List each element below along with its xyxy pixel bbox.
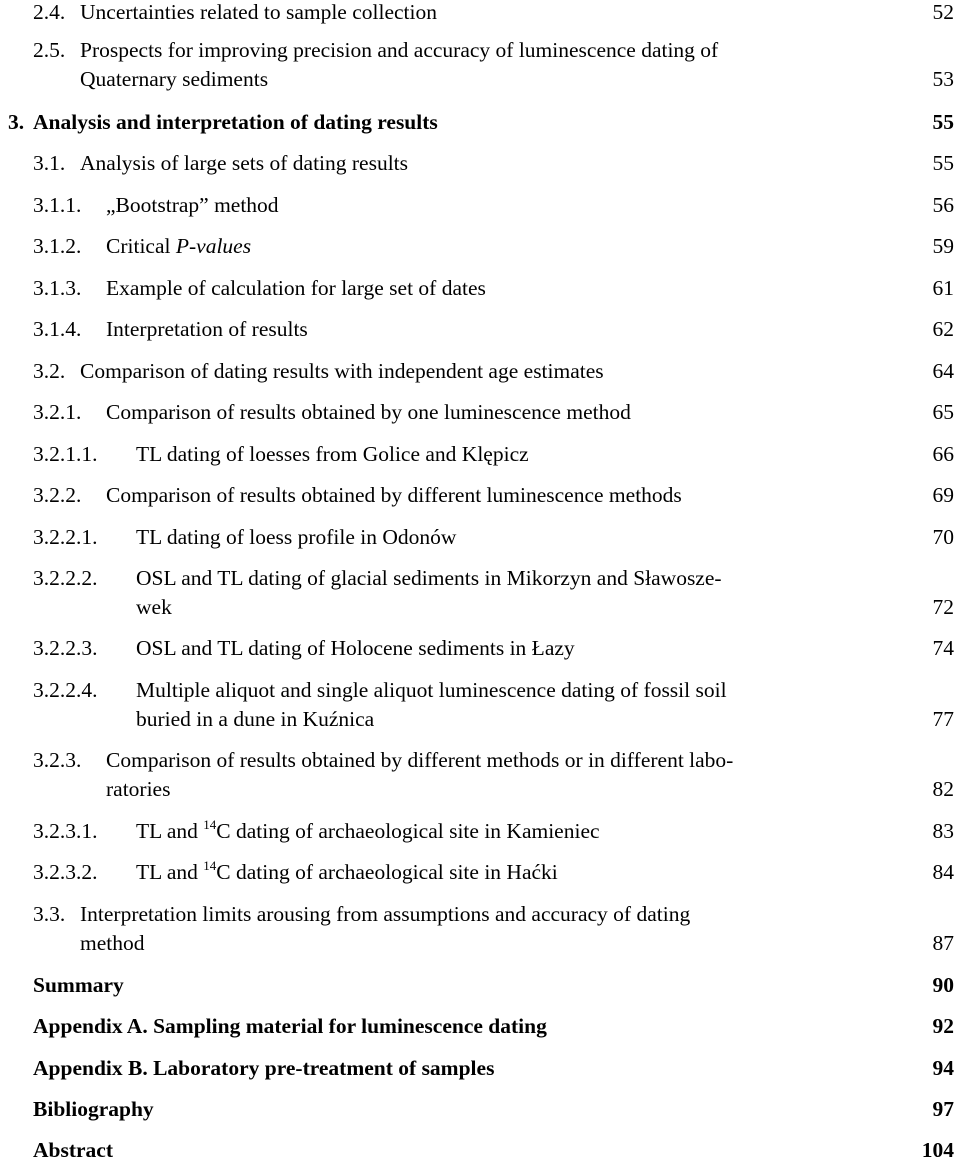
toc-entry-page: 82 (932, 777, 954, 801)
toc-entry-page: 65 (932, 400, 954, 424)
toc-entry-title: TL dating of loess profile in Odonów (136, 525, 457, 549)
toc-entry-number: 3.2.3.1. (33, 819, 98, 843)
toc-entry-title: Appendix A. Sampling material for luminescence dating (33, 1014, 547, 1038)
toc-entry-number: 3.1.4. (33, 317, 82, 341)
toc-entry-number: 3. (8, 110, 25, 134)
toc-entry-number: 3.2.1. (33, 400, 82, 424)
toc-entry-number: 3.1. (33, 151, 66, 175)
toc-entry-page: 55 (932, 110, 954, 134)
italic-term: P-values (175, 234, 252, 258)
toc-entry-page: 70 (932, 525, 954, 549)
toc-entry-title: Bibliography (33, 1097, 154, 1121)
toc-entry-page: 90 (932, 973, 954, 997)
toc-entry-number: 3.1.3. (33, 276, 82, 300)
toc-entry-page: 94 (932, 1056, 954, 1080)
toc-entry-title: Prospects for improving precision and accuracy of luminescence dating of (80, 38, 719, 62)
toc-entry-number: 3.2.3. (33, 748, 82, 772)
toc-entry-title: Abstract (33, 1138, 114, 1162)
toc-entry-page: 66 (932, 442, 954, 466)
toc-entry-page: 92 (932, 1014, 954, 1038)
toc-entry-page: 56 (932, 193, 954, 217)
toc-entry-title (136, 858, 558, 884)
toc-entry-number: 3.2.1.1. (33, 442, 98, 466)
toc-entry-number: 3.2.2.4. (33, 678, 98, 702)
toc-entry-page: 69 (932, 483, 954, 507)
toc-entry-page: 53 (932, 67, 954, 91)
toc-entry-title: TL dating of loesses from Golice and Klępicz (136, 442, 529, 466)
toc-entry-title (136, 817, 600, 843)
toc-entry-number: 2.4. (33, 0, 66, 24)
toc-entry-number: 3.2.2.3. (33, 636, 98, 660)
toc-entry-page: 104 (921, 1138, 954, 1162)
toc-entry-title: Analysis of large sets of dating results (80, 151, 409, 175)
toc-entry-page: 64 (932, 359, 954, 383)
toc-entry-page: 59 (932, 234, 954, 258)
toc-entry-page: 61 (932, 276, 954, 300)
toc-entry-title: Appendix B. Laboratory pre-treatment of samples (33, 1056, 495, 1080)
toc-entry-title: Comparison of results obtained by one luminescence method (106, 400, 631, 424)
toc-entry-page: 55 (932, 151, 954, 175)
title-text: TL and (136, 819, 204, 843)
toc-entry-title: Comparison of dating results with independent age estimates (80, 359, 604, 383)
toc-entry-title: buried in a dune in Kuźnica (136, 707, 375, 731)
toc-entry-number: 3.1.1. (33, 193, 82, 217)
toc-entry-number: 3.1.2. (33, 234, 82, 258)
toc-entry-title: Summary (33, 973, 124, 997)
toc-entry-title: Uncertainties related to sample collection (80, 0, 437, 24)
toc-entry-title: Interpretation of results (106, 317, 308, 341)
toc-entry-title: ratories (106, 777, 171, 801)
toc-entry-page: 72 (932, 595, 954, 619)
isotope-superscript: 14 (203, 817, 217, 832)
toc-entry-title: Example of calculation for large set of dates (106, 276, 486, 300)
toc-entry-page: 87 (932, 931, 954, 955)
toc-entry-page: 77 (932, 707, 954, 731)
toc-entry-title (106, 236, 251, 258)
isotope-superscript: 14 (203, 858, 217, 873)
toc-entry-page: 97 (932, 1097, 954, 1121)
title-text: C dating of archaeological site in Haćki (216, 860, 558, 884)
toc-entry-number: 2.5. (33, 38, 66, 62)
toc-entry-title: OSL and TL dating of glacial sediments in Mikorzyn and Sławosze- (136, 566, 722, 590)
toc-entry-page: 84 (932, 860, 954, 884)
toc-entry-number: 3.3. (33, 902, 66, 926)
toc-entry-number: 3.2.3.2. (33, 860, 98, 884)
toc-entry-title: OSL and TL dating of Holocene sediments in Łazy (136, 636, 575, 660)
toc-entry-title: Comparison of results obtained by different methods or in different labo- (106, 748, 734, 772)
title-text: C dating of archaeological site in Kamieniec (216, 819, 600, 843)
toc-entry-title: wek (136, 595, 172, 619)
toc-entry-number: 3.2. (33, 359, 66, 383)
toc-entry-title: method (80, 931, 145, 955)
toc-entry-title: Analysis and interpretation of dating results (33, 110, 438, 134)
toc-entry-title: „Bootstrap” method (106, 193, 279, 217)
toc-entry-number: 3.2.2. (33, 483, 82, 507)
toc-entry-title: Multiple aliquot and single aliquot luminescence dating of fossil soil (136, 678, 727, 702)
toc-entry-title: Comparison of results obtained by different luminescence methods (106, 483, 682, 507)
toc-entry-number: 3.2.2.1. (33, 525, 98, 549)
toc-entry-page: 74 (932, 636, 954, 660)
toc-entry-page: 52 (932, 0, 954, 24)
toc-entry-title: Interpretation limits arousing from assumptions and accuracy of dating (80, 902, 691, 926)
toc-entry-page: 62 (932, 317, 954, 341)
toc-entry-page: 83 (932, 819, 954, 843)
toc-entry-number: 3.2.2.2. (33, 566, 98, 590)
toc-entry-title: Quaternary sediments (80, 67, 269, 91)
title-text: TL and (136, 860, 204, 884)
title-text: Critical (106, 234, 176, 258)
